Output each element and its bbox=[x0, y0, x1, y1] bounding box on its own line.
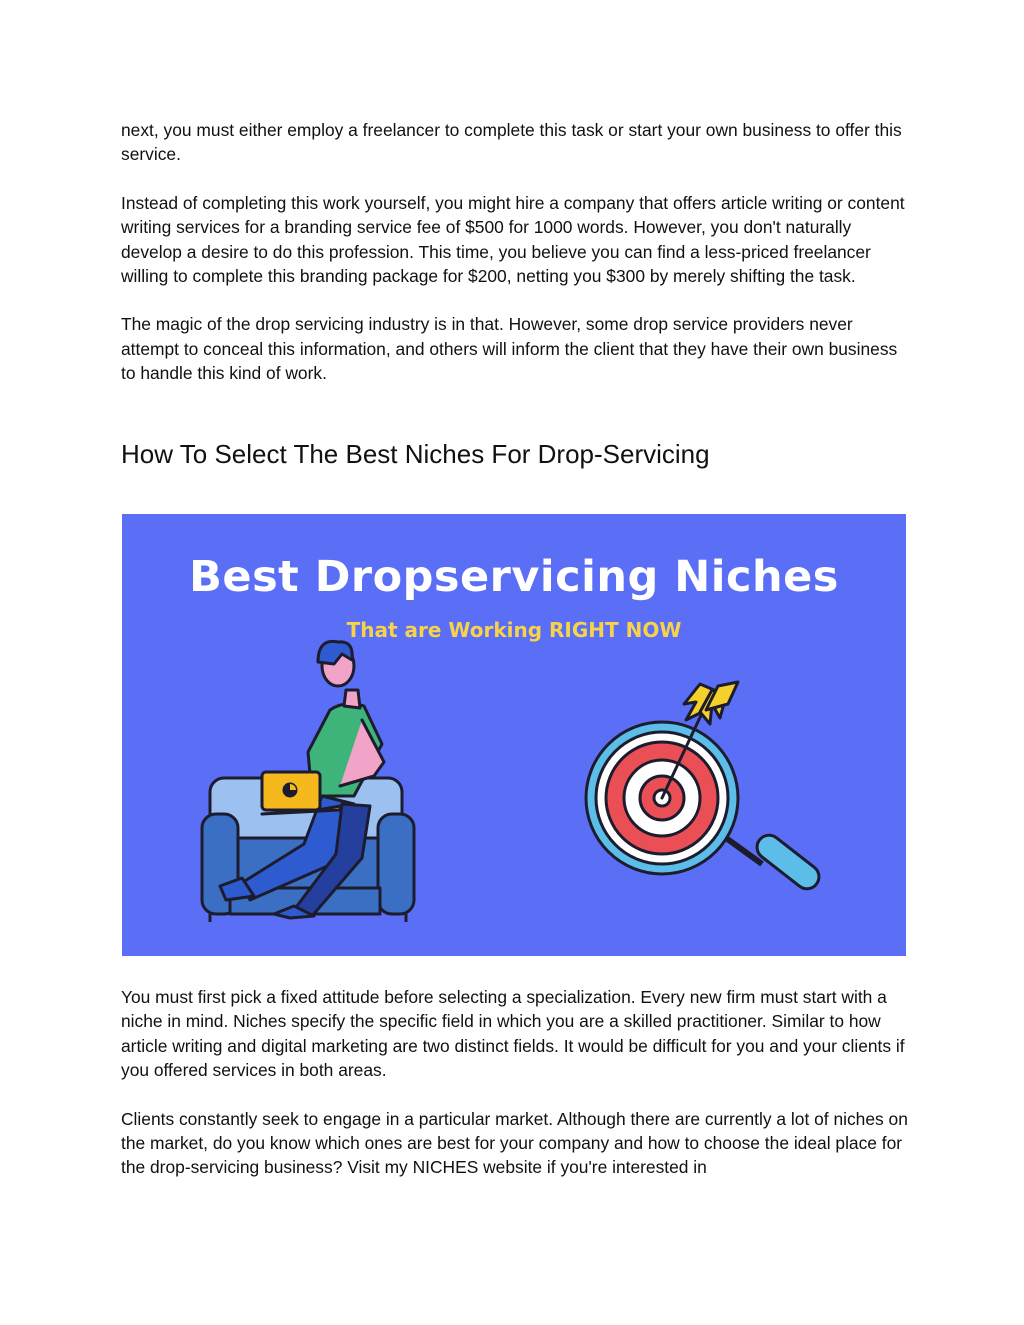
banner-subtitle: That are Working RIGHT NOW bbox=[346, 618, 682, 642]
banner-illustration bbox=[122, 514, 906, 956]
banner-title: Best Dropservicing Niches bbox=[189, 552, 839, 602]
paragraph: You must first pick a fixed attitude before selecting a specialization. Every new firm must start with a niche in mind. Niches specify the specific field in which you are a skilled practitioner. Similar to how article writing and digital marketing are two distinct fields. It would be difficult for you and your clients if you offered services in both areas. bbox=[121, 987, 905, 1081]
section-heading: How To Select The Best Niches For Drop-Servicing bbox=[121, 438, 710, 469]
document-page bbox=[121, 118, 911, 470]
target-icon bbox=[586, 722, 824, 894]
document-page-bottom bbox=[121, 985, 911, 1180]
paragraph: next, you must either employ a freelancer to complete this task or start your own business to offer this service. bbox=[121, 120, 902, 165]
paragraph: Clients constantly seek to engage in a particular market. Although there are currently a lot of niches on the market, do you know which ones are best for your company and how to choose the ideal place for the drop-servicing business? Visit my NICHES website if you're interested in bbox=[121, 1108, 908, 1178]
banner-image bbox=[122, 514, 906, 956]
paragraph: Instead of completing this work yourself, you might hire a company that offers article writing or content writing services for a branding service fee of $500 for 1000 words. However, you don't naturally develop a desire to do this profession. This time, you believe you can find a less-priced freelancer willing to complete this branding package for $200, netting you $300 by merely shifting the task. bbox=[121, 192, 905, 287]
paragraph: The magic of the drop servicing industry is in that. However, some drop service providers never attempt to conceal this information, and others will inform the client that they have their own business to handle this kind of work. bbox=[121, 314, 898, 384]
